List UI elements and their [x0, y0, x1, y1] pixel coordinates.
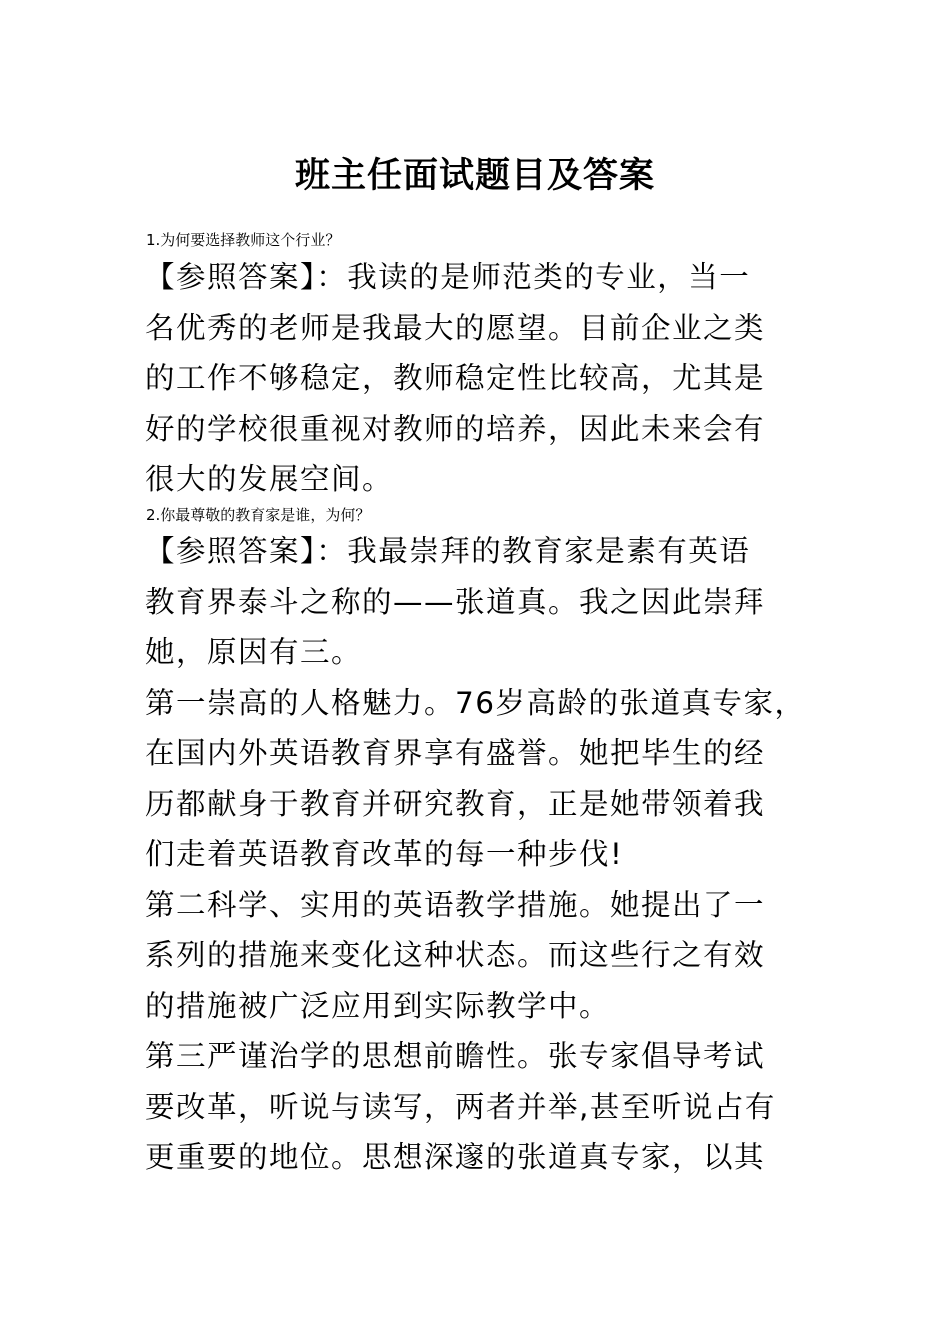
answer-1-line: 很大的发展空间。: [145, 462, 394, 496]
question-1: 1.为何要选择教师这个行业？: [146, 231, 341, 249]
answer-2-line: 第三严谨治学的思想前瞻性。张专家倡导考试: [145, 1039, 766, 1073]
document-title: 班主任面试题目及答案: [294, 155, 655, 196]
answer-2-line: 第一崇高的人格魅力。76岁高龄的张道真专家，: [145, 685, 806, 720]
answer-2: [145, 526, 825, 1183]
answer-2-line: 第二科学、实用的英语教学措施。她提出了一: [145, 887, 766, 922]
answer-1-line: 【参照答案】：我读的是师范类的专业，当一: [145, 260, 751, 294]
answer-2-line: 们走着英语教育改革的每一种步伐!: [145, 837, 624, 871]
answer-2-line: 要改革，听说与读写，两者并举,甚至听说占有: [145, 1089, 776, 1124]
question-2: 2.你最尊敬的教育家是谁，为何？: [146, 506, 371, 524]
answer-1: [145, 252, 825, 505]
answer-2-line: 历都献身于教育并研究教育，正是她带领着我: [145, 786, 766, 821]
answer-1-line: 名优秀的老师是我最大的愿望。目前企业之类: [145, 310, 766, 345]
answer-2-line: 教育界泰斗之称的——张道真。我之因此崇拜: [145, 584, 766, 619]
answer-2-line: 的措施被广泛应用到实际教学中。: [145, 988, 611, 1023]
answer-2-line: 【参照答案】：我最崇拜的教育家是素有英语: [145, 534, 751, 568]
answer-1-line: 的工作不够稳定，教师稳定性比较高，尤其是: [145, 361, 766, 395]
answer-2-line: 更重要的地位。思想深邃的张道真专家，以其: [145, 1140, 766, 1174]
answer-2-line: 她，原因有三。: [145, 635, 363, 669]
answer-2-line: 系列的措施来变化这种状态。而这些行之有效: [145, 938, 766, 972]
answer-1-line: 好的学校很重视对教师的培养，因此未来会有: [145, 411, 766, 446]
answer-2-line: 在国内外英语教育界享有盛誉。她把毕生的经: [145, 736, 766, 770]
